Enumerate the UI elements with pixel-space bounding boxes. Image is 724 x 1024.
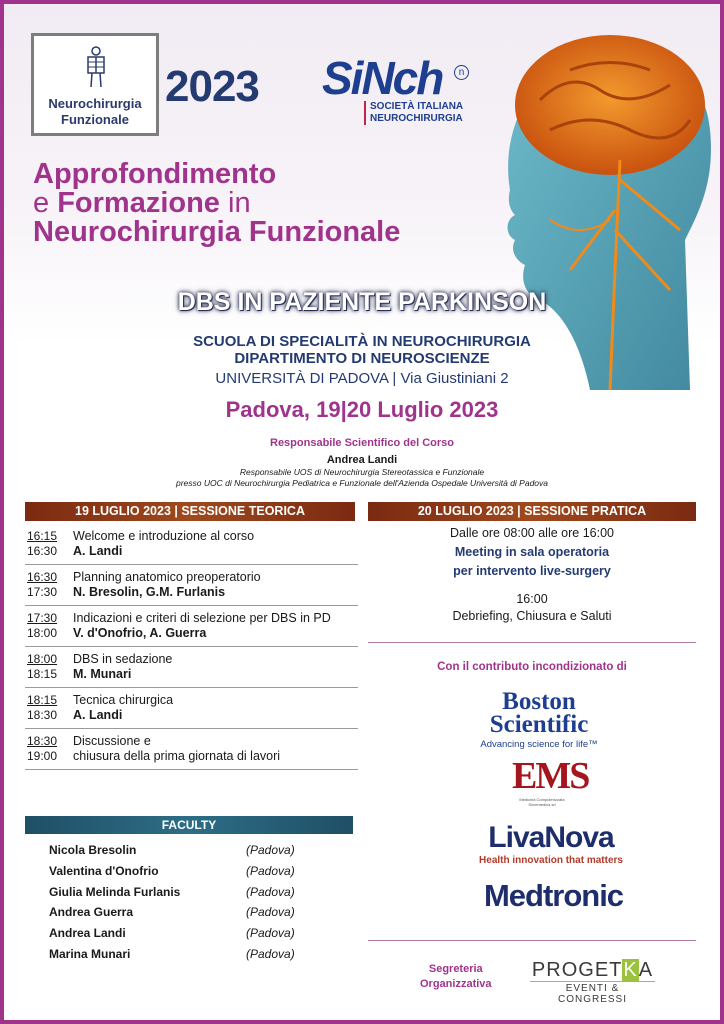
course-title [33,160,400,247]
faculty-list [25,843,355,968]
schedule-speaker: N. Bresolin, G.M. Furlanis [73,585,226,599]
schedule-start-time: 16:30 [27,570,58,584]
faculty-item [25,926,355,947]
nf-logo-line1: Neurochirurgia [48,96,142,111]
pratica-closing-time: 16:00 [516,592,548,606]
faculty-item [25,885,355,906]
schedule-end-time: 18:30 [27,708,58,722]
schedule-topic: Discussione e [73,734,151,748]
schedule-topic: DBS in sedazione [73,652,173,666]
faculty-item [25,947,355,968]
faculty-name: Valentina d'Onofrio [49,863,159,878]
boston-scientific-logo [469,690,609,750]
responsabile-role-line2: presso UOC di Neurochirurgia Pediatrica e Funzionale dell'Azienda Ospedale Università di Padova [175,478,549,488]
schedule-speaker: A. Landi [73,544,123,558]
schedule-end-time: 17:30 [27,585,58,599]
faculty-city: (Padova) [246,926,295,941]
faculty-item [25,864,355,885]
faculty-name: Andrea Landi [49,926,126,941]
livanova-logo [466,822,636,866]
event-main-title: DBS IN PAZIENTE PARKINSON [177,288,547,316]
schedule-row [25,606,358,647]
faculty-city: (Padova) [246,843,295,857]
sinch-sub-line1: SOCIETÀ ITALIANA [370,101,464,112]
pratica-closing-text: Debriefing, Chiusura e Saluti [452,609,612,623]
schedule-end-time: 19:00 [27,749,58,763]
schedule-start-time: 16:15 [27,529,58,543]
faculty-header: FACULTY [25,816,353,834]
secretariat-label-line2: Organizzativa [420,978,492,990]
skeleton-icon [84,46,108,88]
session-teorica-header: 19 LUGLIO 2023 | SESSIONE TEORICA [25,502,355,521]
progetka-subtitle: EVENTI & CONGRESSI [530,981,655,1005]
faculty-name: Andrea Guerra [49,905,134,920]
sponsors-heading: Con il contributo incondizionato di [437,661,627,673]
event-year: 2023 [165,62,259,111]
schedule-topic-continued: chiusura della prima giornata di lavori [73,749,281,763]
faculty-name: Nicola Bresolin [49,843,137,857]
sinch-registered-mark: n [454,65,469,80]
responsabile-name: Andrea Landi [326,454,398,466]
schedule-end-time: 16:30 [27,544,58,558]
course-title-line1: Approfondimento [33,158,277,190]
schedule-speaker: M. Munari [73,667,132,681]
schedule-speaker: V. d'Onofrio, A. Guerra [73,626,207,640]
medtronic-logo: Medtronic [483,878,624,913]
secretariat-label [420,962,492,992]
schedule-start-time: 18:00 [27,652,58,666]
divider [368,642,696,643]
schedule-topic: Welcome e introduzione al corso [73,529,255,543]
progetka-logo-text: PROGETKA [531,959,654,981]
pratica-meeting-line1: Meeting in sala operatoria [454,545,610,559]
faculty-city: (Padova) [246,905,295,920]
course-title-line3: Neurochirurgia Funzionale [33,216,401,248]
neurochirurgia-funzionale-logo [31,33,159,136]
schedule-row [25,565,358,606]
divider [368,940,696,941]
secretariat-label-line1: Segreteria [428,963,483,975]
sinch-logo [322,52,472,135]
boston-logo-line2: Scientific [489,711,589,738]
faculty-item [25,843,355,864]
schedule-row [25,524,358,565]
schedule-start-time: 17:30 [27,611,58,625]
session-pratica-program [368,526,696,623]
livanova-tagline: Health innovation that matters [479,855,623,866]
boston-tagline: Advancing science for life™ [480,739,598,750]
schedule-topic: Indicazioni e criteri di selezione per DBS in PD [73,611,331,625]
schedule-row [25,729,358,770]
session-pratica-header: 20 LUGLIO 2023 | SESSIONE PRATICA [368,502,696,521]
pratica-meeting-line2: per intervento live-surgery [453,564,611,578]
schedule-end-time: 18:00 [27,626,58,640]
ems-logo-text: EMS [512,755,589,797]
responsabile-heading: Responsabile Scientifico del Corso [270,437,454,449]
schedule-speaker: A. Landi [73,708,123,722]
faculty-item [25,905,355,926]
nf-logo-line2: Funzionale [61,112,129,127]
faculty-city: (Padova) [246,884,295,899]
progetka-logo [530,959,655,1005]
schedule-start-time: 18:30 [27,734,58,748]
responsabile-role-line1: Responsabile UOS di Neurochirurgia Stereotassica e Funzionale [239,467,485,477]
school-line1: SCUOLA DI SPECIALITÀ IN NEUROCHIRURGIA [193,333,531,350]
schedule-start-time: 18:15 [27,693,58,707]
faculty-name: Giulia Melinda Furlanis [49,884,181,899]
pratica-time-range: Dalle ore 08:00 alle ore 16:00 [449,526,614,540]
schedule-row [25,688,358,729]
faculty-name: Marina Munari [49,946,131,961]
schedule-row [25,647,358,688]
boston-logo-line1: Boston [502,688,576,715]
school-info [0,333,724,367]
schedule-topic: Tecnica chirurgica [73,693,174,707]
ems-logo [512,755,589,813]
sinch-sub-line2: NEUROCHIRURGIA [370,113,463,124]
school-line2: DIPARTIMENTO DI NEUROSCIENZE [234,350,490,367]
city-dates: Padova, 19|20 Luglio 2023 [225,397,499,422]
schedule-end-time: 18:15 [27,667,58,681]
course-title-line2: e Formazione in [33,187,251,219]
livanova-logo-text: LivaNova [488,821,614,854]
faculty-city: (Padova) [246,863,295,878]
sinch-logo-text: SiNch [322,52,443,104]
university-address: UNIVERSITÀ DI PADOVA | Via Giustiniani 2 [215,370,509,387]
session-teorica-schedule [25,524,358,770]
ems-tagline: Medicina Computerizzata Sovemedica srl [519,797,565,807]
schedule-topic: Planning anatomico preoperatorio [73,570,261,584]
faculty-city: (Padova) [246,946,295,961]
